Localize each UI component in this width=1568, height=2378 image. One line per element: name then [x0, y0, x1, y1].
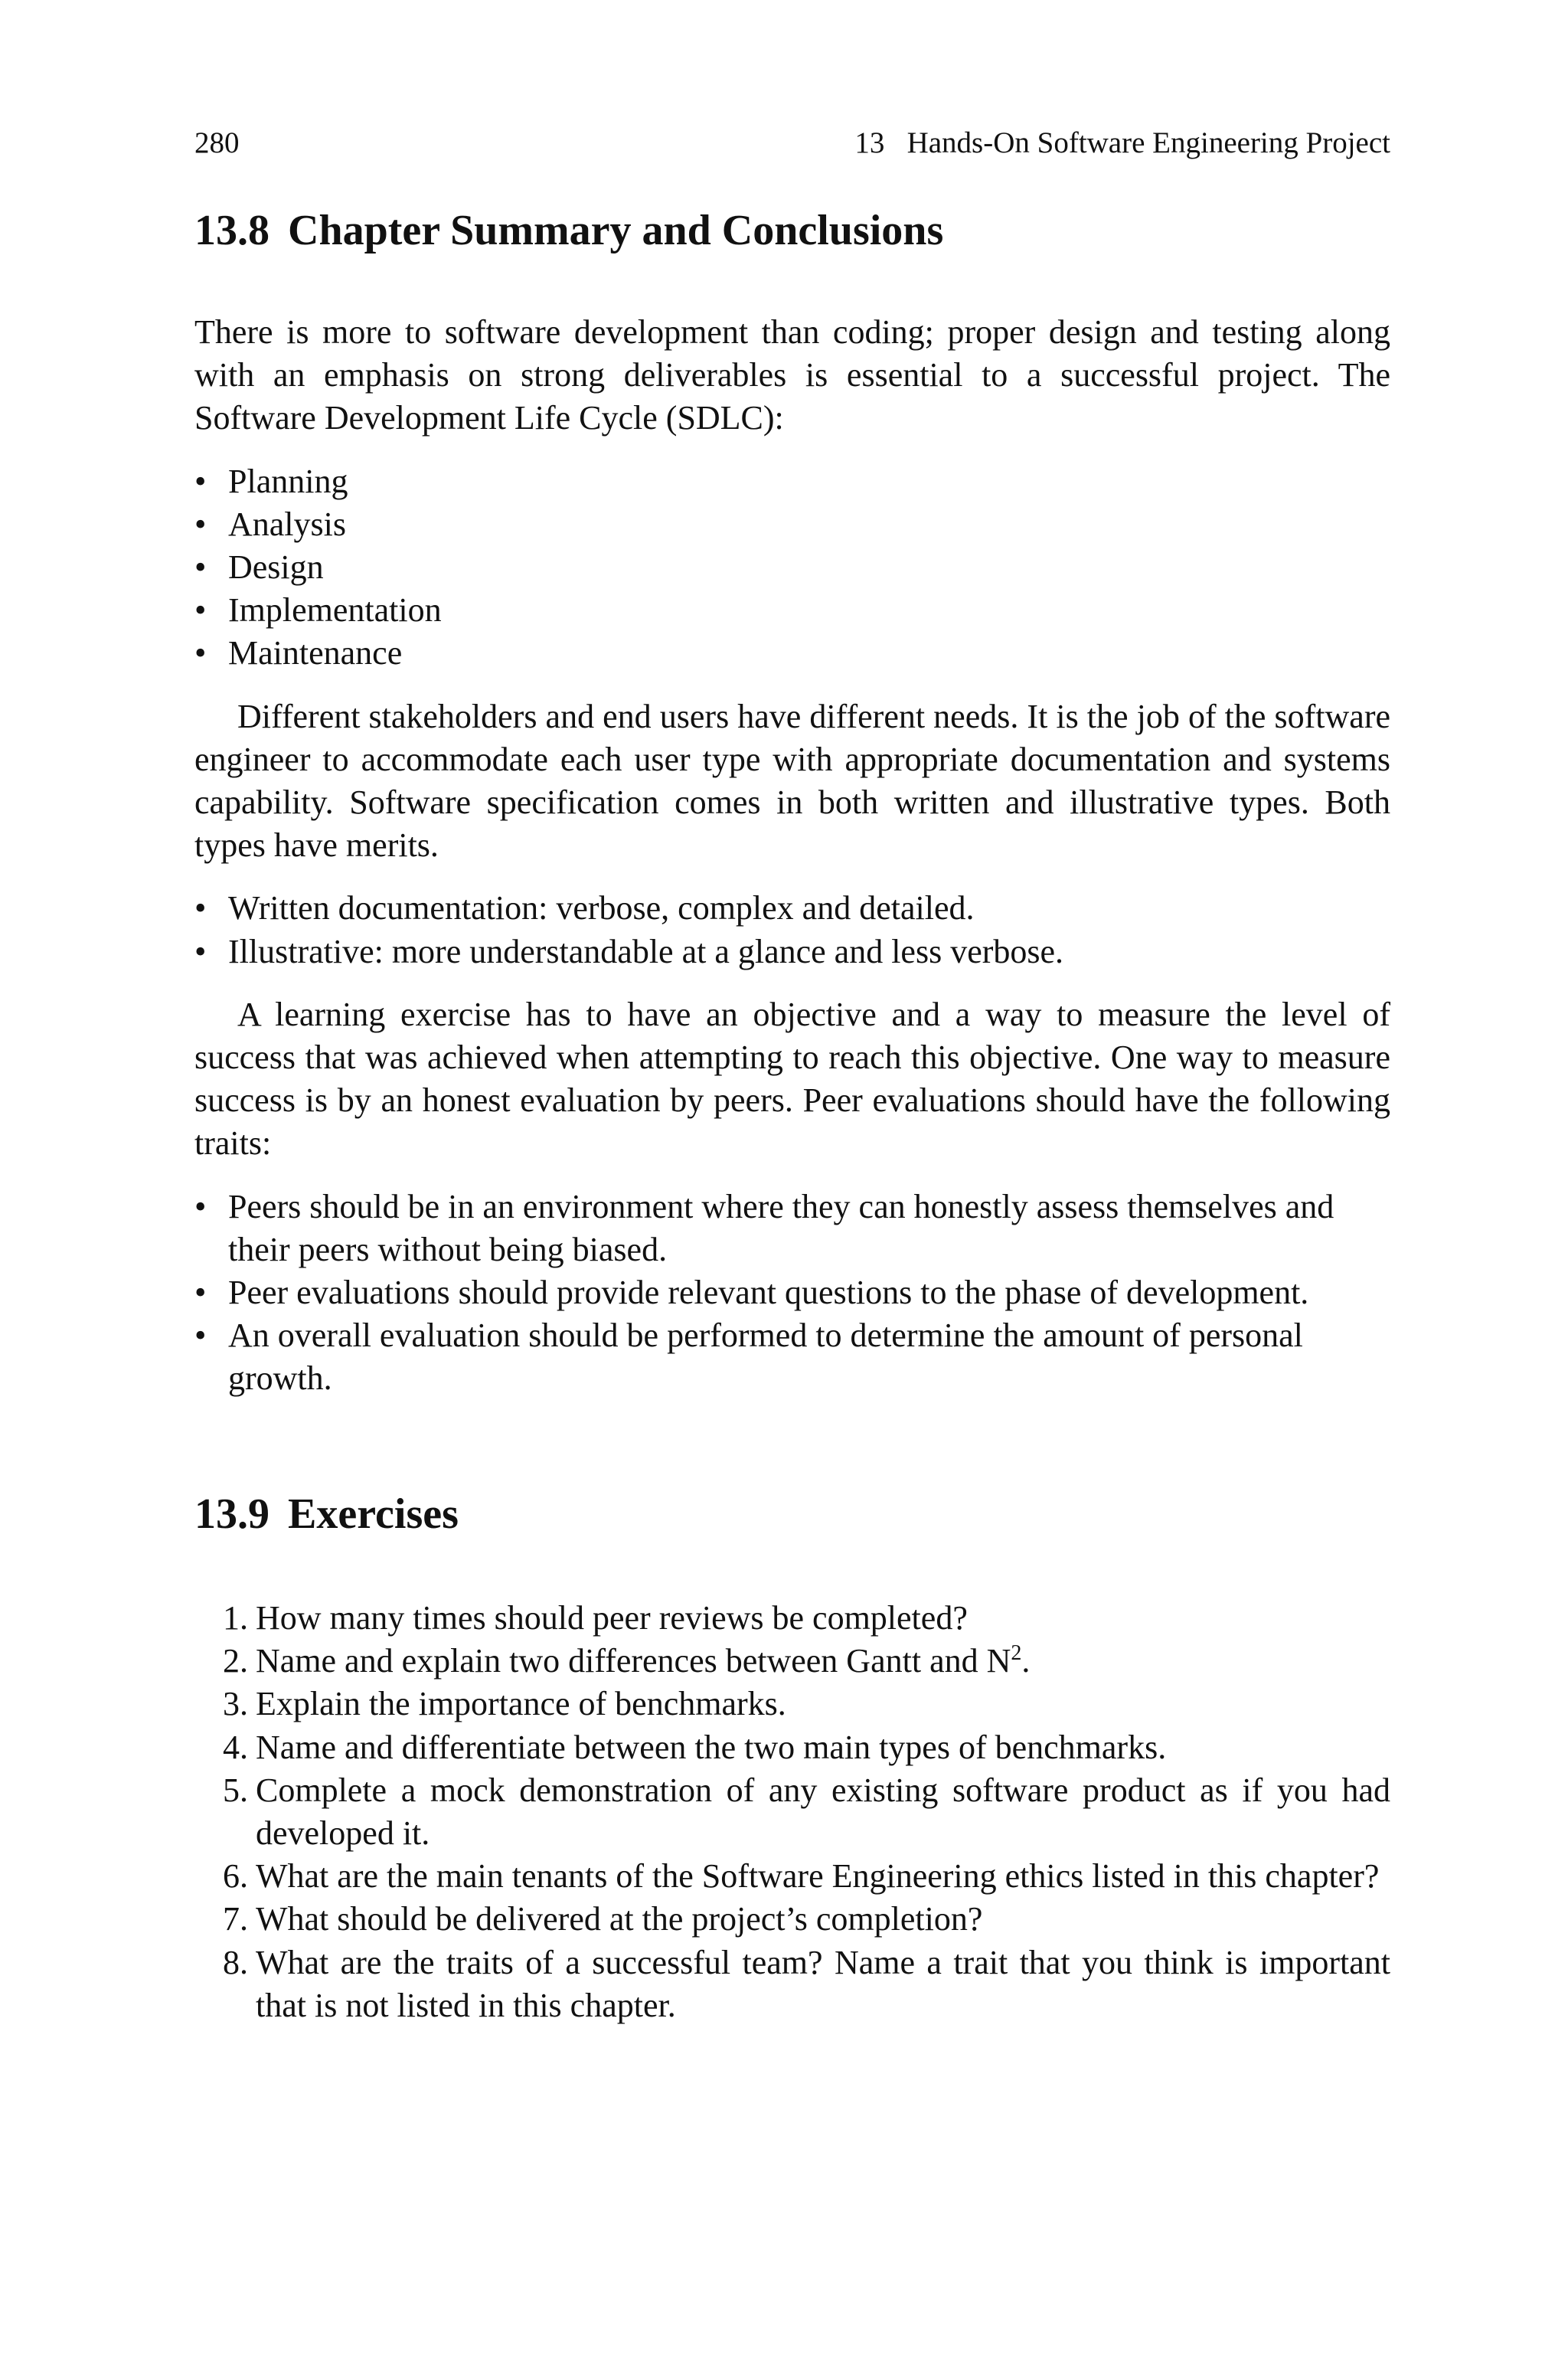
list-item-text: Design: [228, 548, 324, 587]
exercise-number: 5.: [223, 1771, 248, 1809]
list-item: [194, 887, 1390, 930]
exercise-item: [194, 1855, 1390, 1898]
section-title: Exercises: [288, 1490, 459, 1538]
exercise-text: Name and differentiate between the two main types of benchmarks.: [256, 1728, 1167, 1766]
list-item: [194, 546, 1390, 589]
peer-trait-list: [194, 1186, 1390, 1401]
bullet-icon: •: [194, 634, 207, 672]
list-item-text: Implementation: [228, 591, 442, 630]
list-item: [194, 503, 1390, 546]
sdlc-phase-list: [194, 460, 1390, 675]
list-item: [194, 1271, 1390, 1314]
list-item: [194, 589, 1390, 632]
list-item-text: Planning: [228, 462, 348, 500]
exercise-item: [194, 1597, 1390, 1640]
list-item-text: Peer evaluations should provide relevant questions to the phase of development.: [228, 1274, 1309, 1312]
list-item-text: Written documentation: verbose, complex and detailed.: [228, 889, 975, 927]
summary-body: [194, 311, 1390, 1401]
section-number: 13.9: [194, 1490, 270, 1538]
exercise-number: 4.: [223, 1728, 248, 1766]
list-item-text: Illustrative: more understandable at a glance and less verbose.: [228, 932, 1064, 970]
exercise-text: How many times should peer reviews be completed?: [256, 1599, 968, 1637]
documentation-type-list: [194, 887, 1390, 973]
bullet-icon: •: [194, 889, 207, 927]
bullet-icon: •: [194, 505, 207, 543]
bullet-icon: •: [194, 548, 207, 587]
exercise-text: What should be delivered at the project’s completion?: [256, 1900, 983, 1938]
exercise-text: Name and explain two differences between Gantt and N: [256, 1642, 1011, 1680]
learning-paragraph: A learning exercise has to have an objective and a way to measure the level of success that was achieved when attempting to reach this objective. One way to measure success is by an honest evaluation by peers. Peer evaluations should have the following traits:: [194, 995, 1390, 1163]
exercise-text: Complete a mock demonstration of any existing software product as if you had developed it.: [256, 1771, 1390, 1853]
exercise-text: Explain the importance of benchmarks.: [256, 1685, 786, 1723]
exercise-item: [194, 1726, 1390, 1769]
list-item: [194, 632, 1390, 675]
bullet-icon: •: [194, 1187, 207, 1225]
bullet-icon: •: [194, 1317, 207, 1355]
exercise-number: 8.: [223, 1943, 248, 1981]
section-heading-summary: [194, 204, 1390, 257]
bullet-icon: •: [194, 591, 207, 630]
exercise-item: [194, 1640, 1390, 1683]
exercise-item: [194, 1941, 1390, 2027]
section-heading-exercises: [194, 1487, 1390, 1541]
exercise-number: 6.: [223, 1857, 248, 1896]
exercise-number: 2.: [223, 1642, 248, 1680]
exercise-body: [194, 1597, 1390, 2027]
exercise-number: 7.: [223, 1900, 248, 1938]
exercise-number: 1.: [223, 1599, 248, 1637]
list-item: [194, 1186, 1390, 1271]
exercise-item: [194, 1683, 1390, 1725]
list-item: [194, 931, 1390, 973]
bullet-icon: •: [194, 462, 207, 500]
list-item: [194, 1314, 1390, 1400]
bullet-icon: •: [194, 932, 207, 970]
exercise-list: [194, 1597, 1390, 2027]
exercise-text: What are the traits of a successful team? Name a trait that you think is important that is not listed in this chapter.: [256, 1943, 1390, 2024]
list-item: [194, 460, 1390, 503]
exercise-text-end: .: [1021, 1642, 1031, 1680]
list-item-text: Maintenance: [228, 634, 403, 672]
list-item-text: An overall evaluation should be performed to determine the amount of personal growth.: [228, 1317, 1303, 1398]
page-number: 280: [194, 126, 240, 159]
section-number: 13.8: [194, 207, 270, 254]
section-title: Chapter Summary and Conclusions: [288, 207, 944, 254]
exercise-text: What are the main tenants of the Software Engineering ethics listed in this chapter?: [256, 1857, 1380, 1896]
exercise-item: [194, 1769, 1390, 1855]
list-item-text: Peers should be in an environment where they can honestly assess themselves and their peers without being biased.: [228, 1187, 1334, 1268]
exercise-number: 3.: [223, 1685, 248, 1723]
intro-paragraph: There is more to software development than coding; proper design and testing along with an emphasis on strong deliverables is essential to a successful project. The Software Development Life Cycle (SDLC):: [194, 313, 1390, 437]
list-item-text: Analysis: [228, 505, 346, 543]
superscript: 2: [1011, 1641, 1022, 1666]
stakeholders-paragraph: Different stakeholders and end users have different needs. It is the job of the software engineer to accommodate each user type with appropriate documentation and systems capability. Software specification comes in both written and illustrative types. Both types have merits.: [194, 697, 1390, 865]
exercise-item: [194, 1898, 1390, 1941]
bullet-icon: •: [194, 1274, 207, 1312]
chapter-reference: 13 Hands-On Software Engineering Project: [854, 126, 1390, 159]
